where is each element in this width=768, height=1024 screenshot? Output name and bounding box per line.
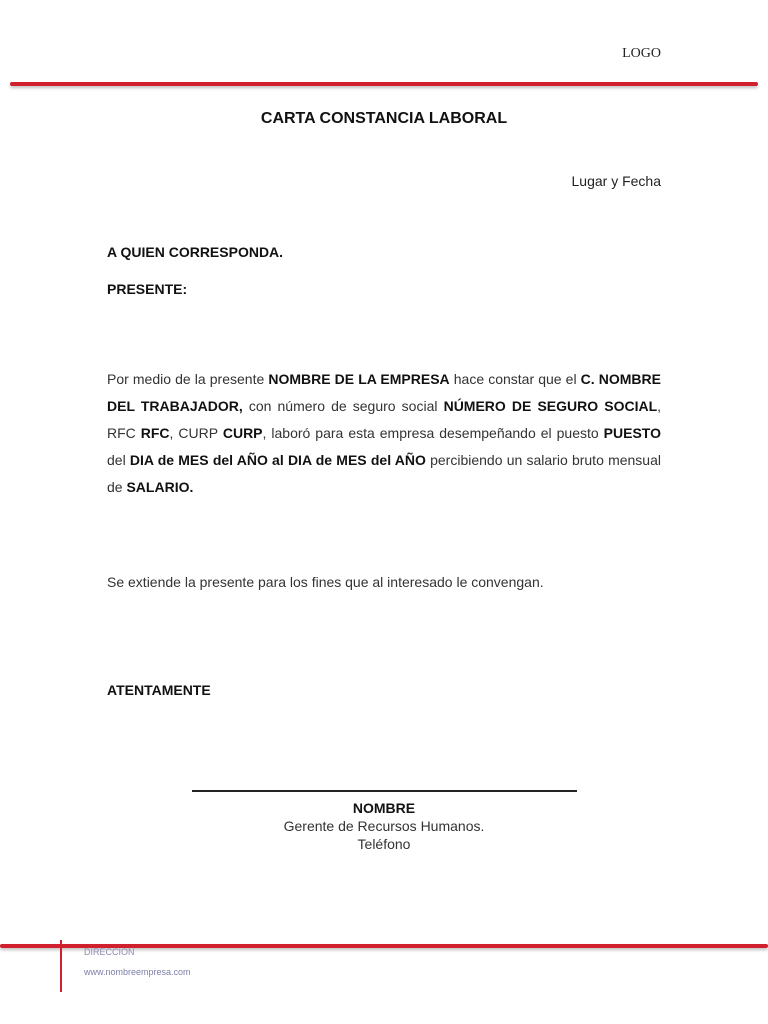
body-text-segment: Por medio de la presente xyxy=(107,371,269,387)
sign-off: ATENTAMENTE xyxy=(107,682,211,698)
document-title: CARTA CONSTANCIA LABORAL xyxy=(260,110,508,127)
worker-name-field: C. NOMBRE DEL TRABAJADOR, xyxy=(107,371,661,414)
body-text-segment: , laboró para esta empresa desempeñando el puesto xyxy=(262,425,604,441)
certificate-body xyxy=(107,366,661,501)
curp-field: CURP xyxy=(222,425,263,441)
body-text-segment: , CURP xyxy=(169,425,223,441)
body-text-segment: percibiendo un salario bruto mensual de xyxy=(107,452,661,495)
employment-period-field: DIA de MES del AÑO al DIA de MES del AÑO xyxy=(129,452,426,468)
company-logo-placeholder: LOGO xyxy=(622,46,661,61)
company-name-field: NOMBRE DE LA EMPRESA xyxy=(268,371,450,387)
body-text-segment: del xyxy=(107,452,130,468)
signature-line xyxy=(192,790,577,792)
signer-name: NOMBRE xyxy=(352,800,416,816)
place-and-date: Lugar y Fecha xyxy=(571,173,661,189)
signer-phone: Teléfono xyxy=(357,836,411,852)
body-text-segment: con número de seguro social xyxy=(242,398,444,414)
salary-field: SALARIO. xyxy=(126,479,194,495)
footer-address: DIRECCION xyxy=(84,947,135,957)
body-text-segment: , RFC xyxy=(107,398,662,441)
signature-block xyxy=(0,790,768,853)
signer-role: Gerente de Recursos Humanos. xyxy=(283,818,485,834)
closing-statement: Se extiende la presente para los fines que al interesado le convengan. xyxy=(107,574,544,590)
rfc-field: RFC xyxy=(140,425,170,441)
position-field: PUESTO xyxy=(603,425,661,441)
social-security-field: NÚMERO DE SEGURO SOCIAL xyxy=(443,398,658,414)
header-divider xyxy=(10,82,758,86)
presente-label: PRESENTE: xyxy=(107,281,188,297)
salutation: A QUIEN CORRESPONDA. xyxy=(107,244,284,260)
footer-website: www.nombreempresa.com xyxy=(84,967,191,977)
footer-vertical-accent xyxy=(60,940,62,992)
body-text-segment: hace constar que el xyxy=(449,371,581,387)
